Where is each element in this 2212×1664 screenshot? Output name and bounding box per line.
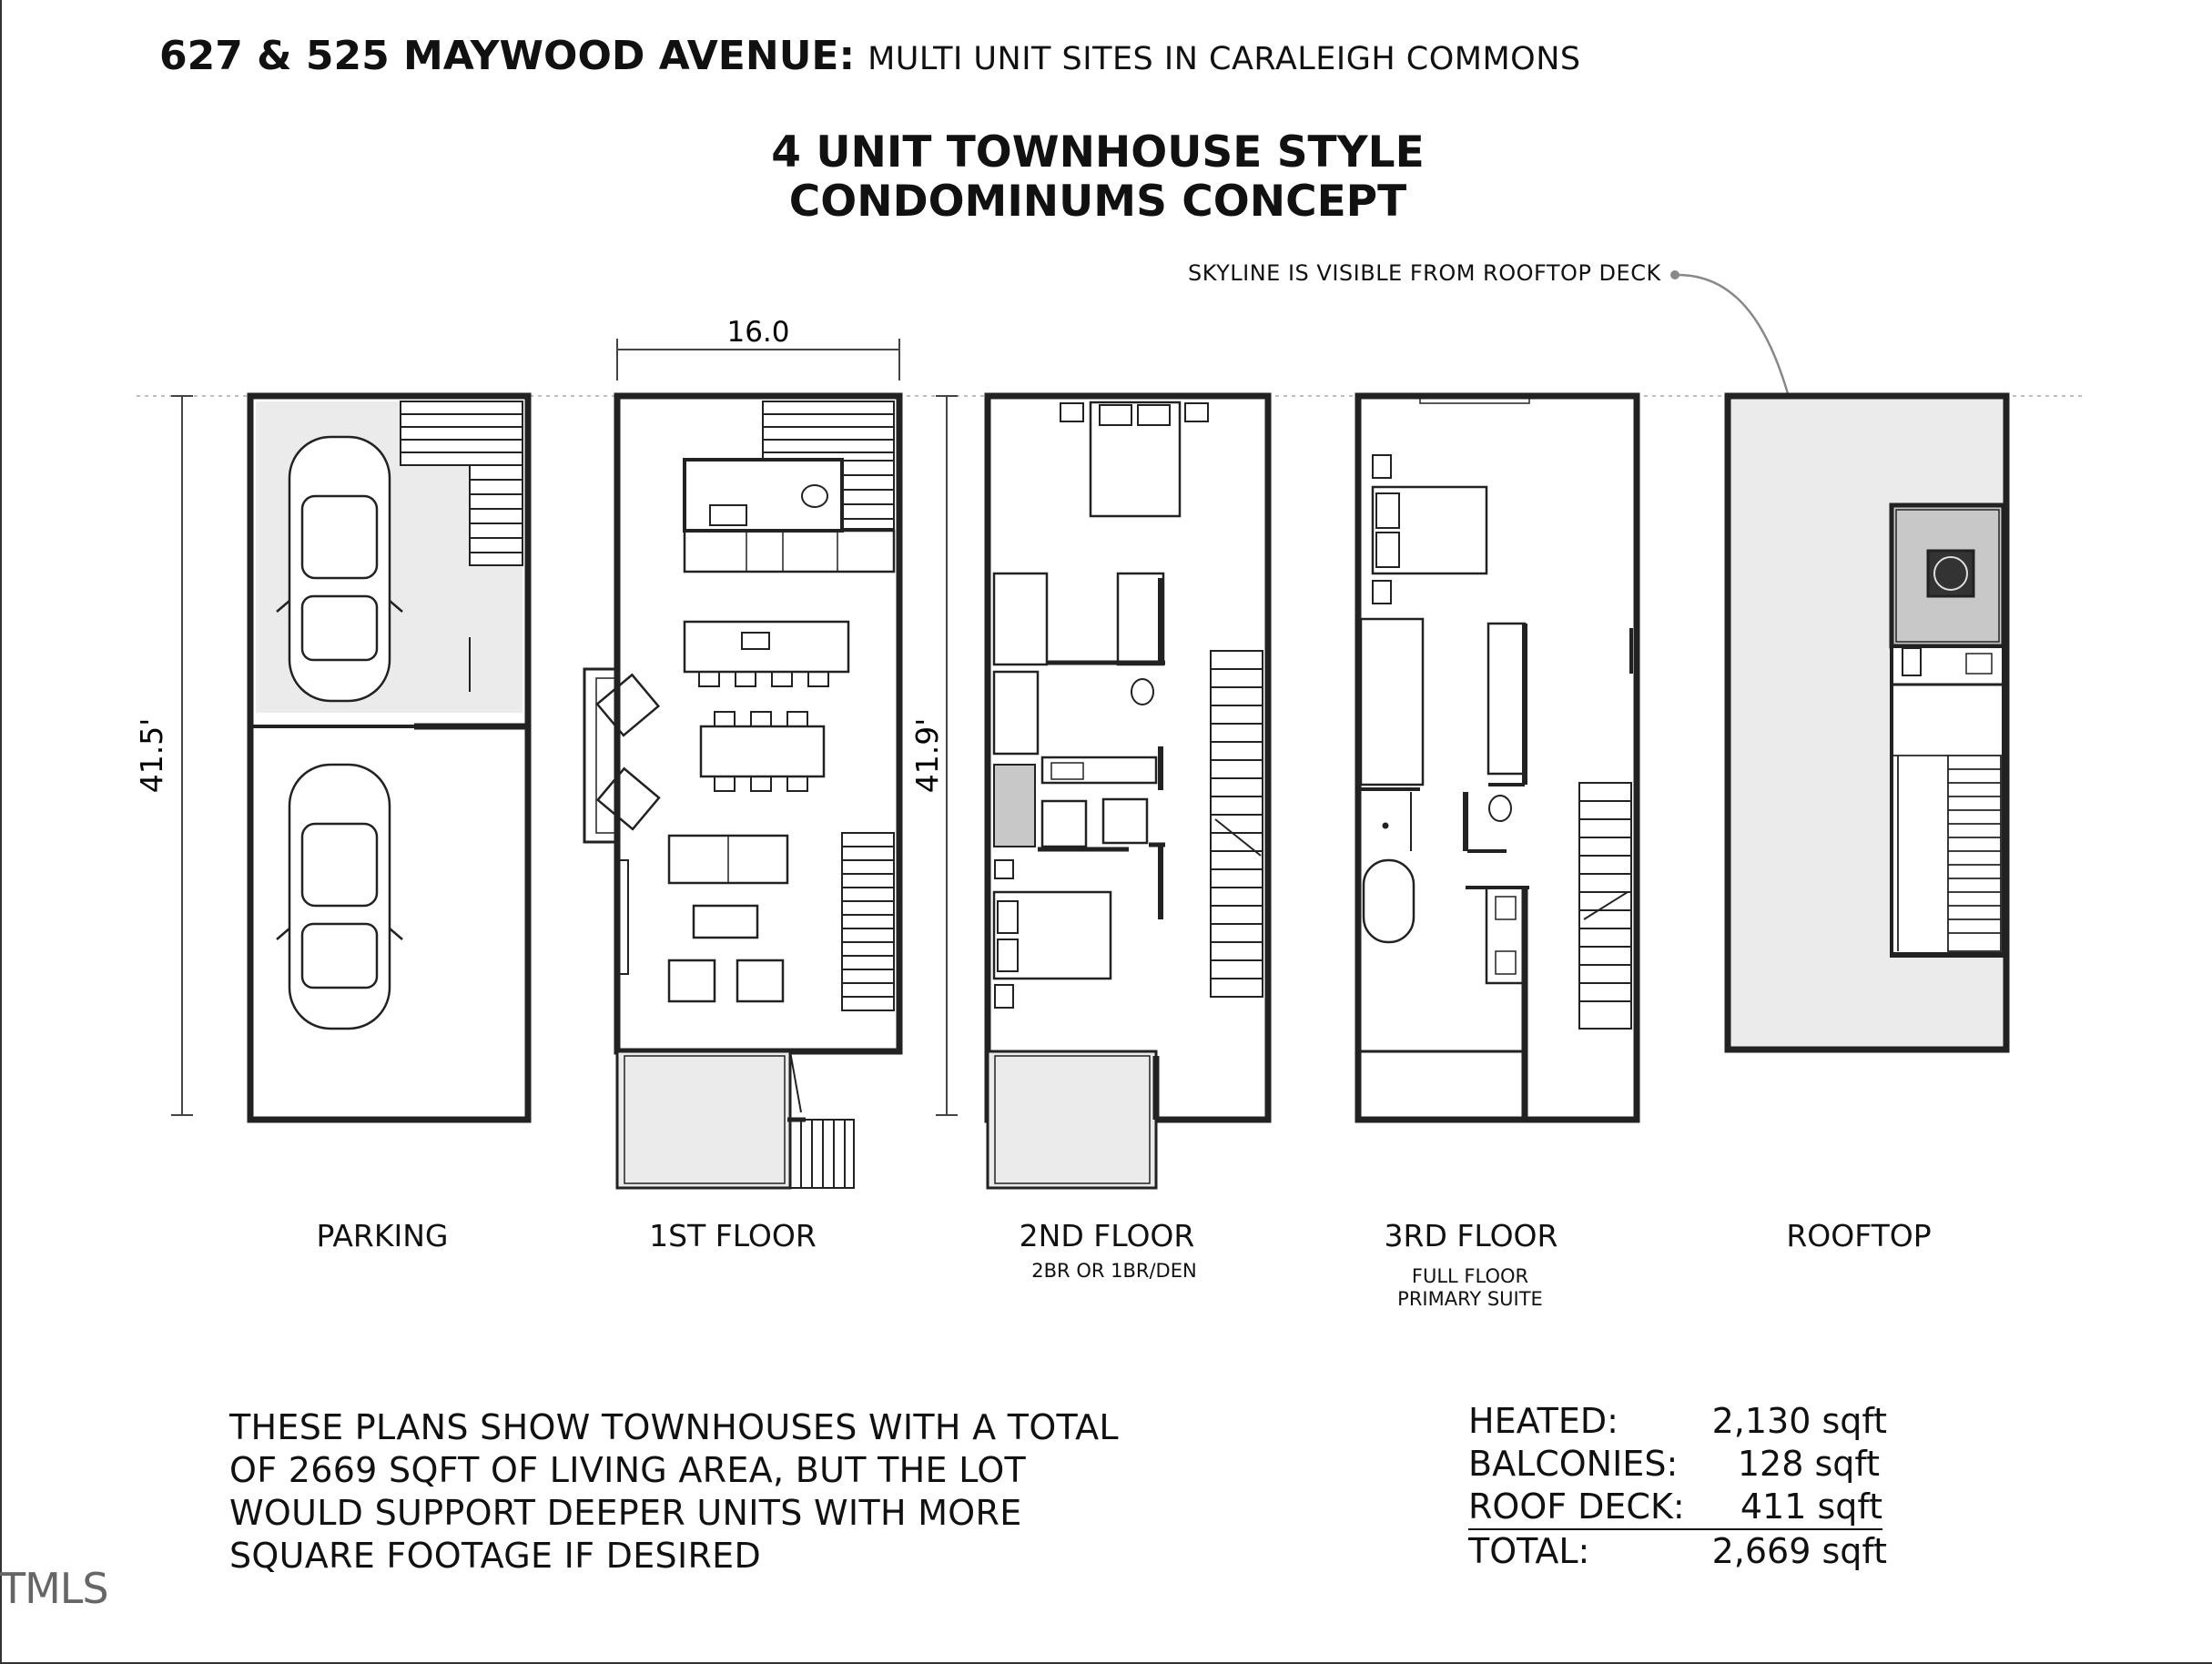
first-floor-plan bbox=[584, 396, 899, 1188]
notes-line: SQUARE FOOTAGE IF DESIRED bbox=[229, 1536, 762, 1576]
header-subtitle: MULTI UNIT SITES IN CARALEIGH COMMONS bbox=[868, 41, 1581, 77]
area-row-roof-deck bbox=[1468, 1486, 1882, 1530]
title-line-2: CONDOMINUMS CONCEPT bbox=[788, 177, 1407, 227]
second-floor-note: 2BR OR 1BR/DEN bbox=[1031, 1260, 1197, 1282]
area-summary bbox=[1468, 1400, 1887, 1573]
notes-line: OF 2669 SQFT OF LIVING AREA, BUT THE LOT bbox=[229, 1450, 1027, 1490]
label-third-floor: 3RD FLOOR bbox=[1384, 1218, 1558, 1253]
mls-watermark: TMLS bbox=[0, 1564, 108, 1613]
third-floor-plan bbox=[1358, 396, 1637, 1120]
third-floor-note-1: FULL FLOOR bbox=[1411, 1265, 1529, 1287]
second-floor-plan bbox=[988, 396, 1268, 1188]
area-value: 2,130 sqft bbox=[1711, 1401, 1887, 1441]
area-label: ROOF DECK: bbox=[1468, 1486, 1685, 1527]
dimension-depth-parking bbox=[171, 396, 193, 1115]
area-label: TOTAL: bbox=[1468, 1531, 1590, 1571]
dimension-label: 41.5' bbox=[134, 717, 169, 794]
area-label: HEATED: bbox=[1468, 1401, 1618, 1441]
label-first-floor: 1ST FLOOR bbox=[649, 1218, 817, 1253]
plan-notes bbox=[229, 1406, 1119, 1578]
dimension-label: 16.0 bbox=[726, 316, 790, 349]
area-row-balconies bbox=[1468, 1443, 1887, 1486]
skyline-callout: SKYLINE IS VISIBLE FROM ROOFTOP DECK bbox=[1188, 260, 1661, 286]
parking-plan bbox=[250, 396, 528, 1120]
third-floor-note-2: PRIMARY SUITE bbox=[1397, 1288, 1543, 1310]
area-row-heated bbox=[1468, 1400, 1887, 1443]
car-icon bbox=[277, 765, 402, 1029]
rooftop-plan bbox=[1728, 396, 2006, 1050]
label-rooftop: ROOFTOP bbox=[1786, 1218, 1932, 1253]
header-address: 627 & 525 MAYWOOD AVENUE: bbox=[159, 33, 856, 79]
title-line-1: 4 UNIT TOWNHOUSE STYLE bbox=[771, 127, 1425, 178]
area-row-total bbox=[1468, 1530, 1887, 1573]
car-icon bbox=[277, 437, 402, 701]
label-parking: PARKING bbox=[316, 1218, 449, 1253]
area-value: 411 sqft bbox=[1740, 1486, 1882, 1527]
dimension-label: 41.9' bbox=[909, 717, 945, 794]
label-second-floor: 2ND FLOOR bbox=[1019, 1218, 1195, 1253]
area-value: 128 sqft bbox=[1737, 1444, 1880, 1484]
notes-line: WOULD SUPPORT DEEPER UNITS WITH MORE bbox=[229, 1493, 1022, 1533]
area-value: 2,669 sqft bbox=[1711, 1531, 1887, 1571]
notes-line: THESE PLANS SHOW TOWNHOUSES WITH A TOTAL bbox=[229, 1407, 1119, 1447]
area-label: BALCONIES: bbox=[1468, 1444, 1679, 1484]
